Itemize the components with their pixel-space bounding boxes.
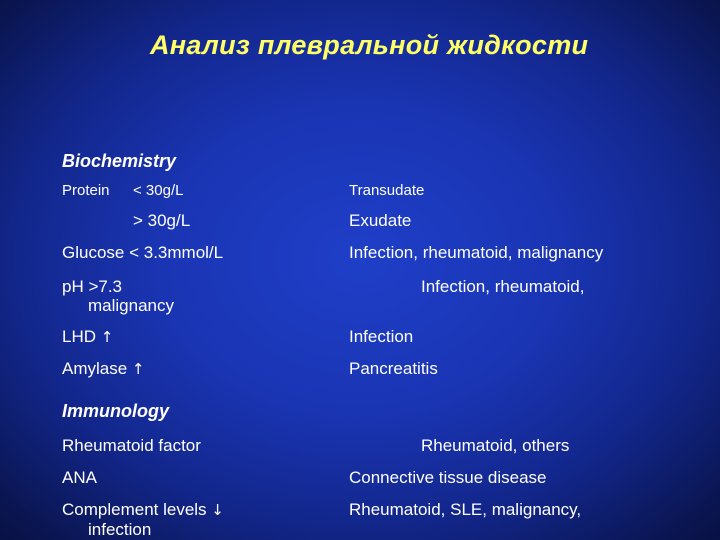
rheumatoid-factor-label: Rheumatoid factor [62,436,201,455]
ph-value: pH >7.3 [62,277,123,296]
ana-result: Connective tissue disease [349,468,547,487]
glucose-result: Infection, rheumatoid, malignancy [349,243,604,262]
rheumatoid-factor-result: Rheumatoid, others [421,436,570,455]
complement-row-label [62,500,224,520]
amylase-row-label [62,359,145,379]
complement-label: Complement levels [62,500,207,519]
amylase-label: Amylase [62,359,128,378]
arrow-down-icon: ↓ [211,501,224,519]
arrow-up-icon: ↑ [100,328,114,346]
protein-low-value: < 30g/L [133,182,184,199]
protein-high-value: > 30g/L [133,211,191,230]
glucose-value: Glucose < 3.3mmol/L [62,243,224,262]
immunology-heading: Immunology [62,401,169,421]
arrow-up-icon: ↑ [131,360,145,378]
lhd-result: Infection [349,327,414,346]
ph-result: Infection, rheumatoid, [421,277,585,296]
lhd-row-label [62,327,113,347]
protein-high-result: Exudate [349,211,412,230]
ana-label: ANA [62,468,97,487]
complement-result: Rheumatoid, SLE, malignancy, [349,500,582,519]
ph-result-continued: malignancy [88,296,174,315]
lhd-label: LHD [62,327,97,346]
amylase-result: Pancreatitis [349,359,438,378]
protein-low-result: Transudate [349,182,425,199]
biochemistry-heading: Biochemistry [62,151,177,171]
complement-result-continued: infection [88,520,152,539]
slide-title: Анализ плевральной жидкости [150,30,589,60]
protein-label: Protein [62,182,110,199]
